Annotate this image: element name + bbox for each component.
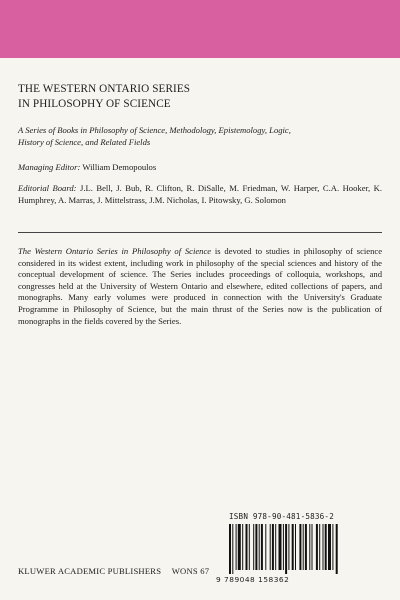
series-title-line-1: THE WESTERN ONTARIO SERIES [18, 83, 191, 95]
description-series-name: The Western Ontario Series in Philosophy of Science [18, 246, 212, 256]
publisher-name: KLUWER ACADEMIC PUBLISHERS [18, 566, 162, 576]
publisher-line [18, 566, 209, 576]
series-subtitle-line-1: A Series of Books in Philosophy of Science, Methodology, Epistemology, Logic, [18, 125, 291, 135]
cover-color-band [0, 0, 400, 58]
series-subtitle-line-2: History of Science, and Related Fields [18, 136, 151, 147]
managing-editor [18, 162, 388, 174]
isbn-number: ISBN 978-90-481-5836-2 [229, 512, 334, 521]
description-text: is devoted to studies in philosophy of science considered in its widest extent, including work in philosophy of the special sciences and history of the conceptual development of science. The Series includes proceedings of colloquia, workshops, and congresses held at the University of Western Ontario and elsewhere, edited collections of papers, and monographs. Many early volumes were produced in connection with the University's Graduate Programme in Philosophy of Science, but the main thrust of the Series now is the publication of monographs in the fields covered by the Series. [18, 246, 383, 326]
managing-editor-name: William Demopoulos [82, 162, 157, 172]
series-title [18, 82, 378, 112]
series-volume-code: WONS 67 [171, 566, 210, 576]
editorial-board-label: Editorial Board: [18, 183, 77, 193]
editorial-board-names: J.L. Bell, J. Bub, R. Clifton, R. DiSalle, M. Friedman, W. Harper, C.A. Hooker, K. Humphrey, A. Marras, J. Mittelstrass, J.M. Nicholas, I. Pitowsky, G. Solomon [18, 183, 382, 205]
barcode-digits: 9 789048 158362 [216, 575, 290, 584]
series-subtitle [18, 125, 388, 148]
divider-rule [18, 232, 382, 233]
editorial-board [18, 183, 382, 206]
series-title-line-2: IN PHILOSOPHY OF SCIENCE [18, 98, 171, 110]
series-description [18, 246, 382, 327]
isbn-barcode [227, 524, 383, 574]
managing-editor-label: Managing Editor: [18, 162, 81, 172]
